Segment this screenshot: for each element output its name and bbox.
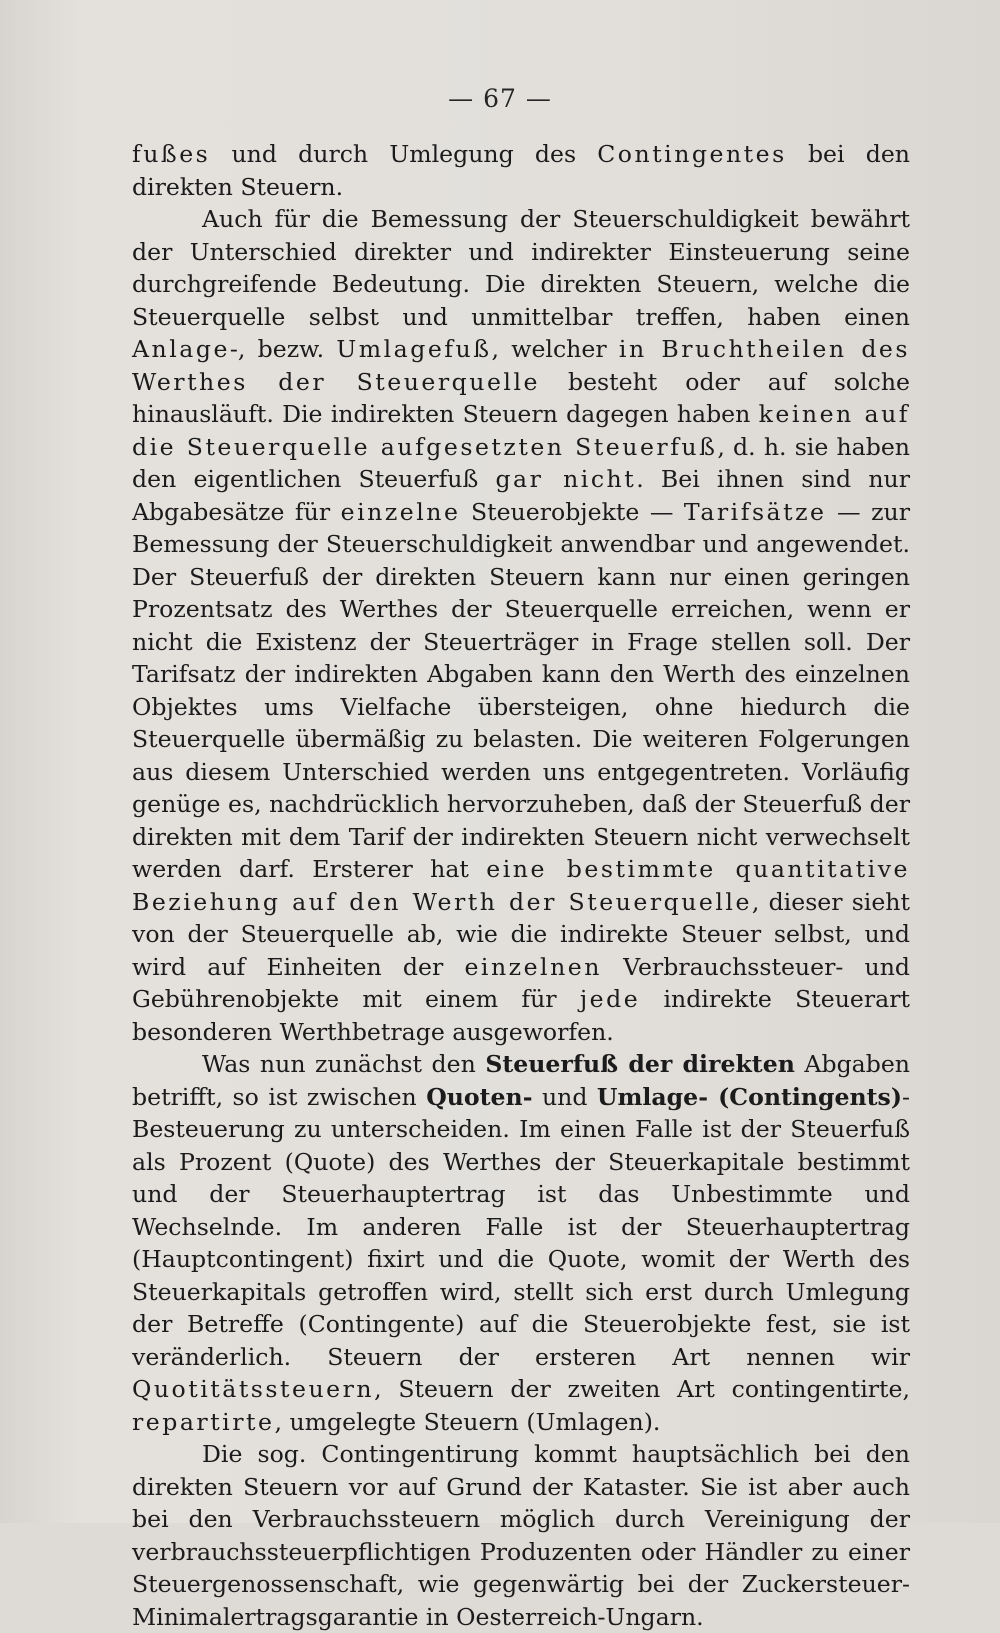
- text-spaced: jede: [579, 985, 641, 1013]
- text-run: — zur Bemessung der Steuerschuldigkeit anwendbar und angewendet. Der Steuerfuß der direkten Steuern kann nur einen geringen Prozentsatz des Werthes der Steuerquelle erreichen, wenn er nicht die Existenz der Steuerträger in Frage stellen soll. Der Tarifsatz der indirekten Abgaben kann den Werth des einzelnen Objektes ums Vielfache übersteigen, ohne hiedurch die Steuerquelle übermäßig zu belasten. Die weiteren Folgerungen aus diesem Unterschied werden uns entgegentreten. Vorläufig genüge es, nachdrücklich hervorzuheben, daß der Steuerfuß der direkten mit dem Tarif der indirekten Steuern nicht verwechselt werden darf. Ersterer hat: [132, 497, 910, 883]
- text-spaced: Tarifsätze: [683, 497, 827, 526]
- text-run: Die sog. Contingentirung kommt hauptsächlich bei den direkten Steuern vor auf Grund der Kataster. Sie ist aber auch bei den Verbrauchssteuern möglich durch Vereinigung der verbrauchssteuerpflichtigen Produzenten oder Händler zu einer Steuergenossenschaft, wie gegenwärtig bei der Zuckersteuer-Minimalertragsgarantie in Oesterreich-Ungarn.: [132, 1440, 910, 1631]
- text-run: , welcher: [491, 335, 619, 363]
- text-spaced: Umlagefuß: [336, 335, 492, 363]
- paragraph-4: [132, 1438, 910, 1633]
- text-spaced: Anlage: [132, 335, 230, 363]
- text-run: und: [532, 1082, 597, 1111]
- text-bold: Quoten-: [426, 1082, 533, 1111]
- body-text: [132, 138, 910, 1633]
- text-spaced: einzelnen: [464, 952, 602, 981]
- page-number: — 67 —: [448, 84, 552, 113]
- text-run: besteht oder auf solche hinausläuft. Die indirekten Steuern dagegen haben: [132, 367, 910, 428]
- text-spaced: Contingentes: [597, 140, 787, 168]
- text-run: Steuerobjekte —: [460, 497, 684, 526]
- text-run: Verbrauchssteuer- und Gebührenobjekte mit einem für: [132, 952, 910, 1013]
- text-run: Was nun zunächst den: [202, 1050, 486, 1078]
- paragraph-3: [132, 1048, 910, 1438]
- text-run: , d. h. sie haben den eigentlichen Steuerfuß: [132, 432, 910, 493]
- text-spaced: Quotitätssteuern: [132, 1375, 375, 1403]
- text-spaced: fußes: [132, 140, 211, 168]
- text-run: , umgelegte Steuern (Umlagen).: [274, 1407, 661, 1436]
- paragraph-1: [132, 138, 910, 203]
- text-run: und durch Umlegung des: [210, 140, 598, 168]
- text-run: -, bezw.: [229, 335, 337, 363]
- text-spaced: in Bruchtheilen des Werthes der Steuerquelle: [132, 335, 910, 396]
- text-spaced: einzelne: [340, 497, 461, 526]
- text-run: Auch für die Bemessung der Steuerschuldigkeit bewährt der Unterschied direkter und indirekter Einsteuerung seine durchgreifende Bedeutung. Die direkten Steuern, welche die Steuerquelle selbst und unmittelbar treffen, haben einen: [132, 205, 910, 331]
- text-run: . Bei ihnen sind nur Abgabesätze für: [132, 465, 910, 526]
- text-run: bei den direkten Steuern.: [132, 140, 911, 201]
- text-spaced: eine bestimmte quantitative Beziehung auf den Werth der Steuerquelle: [132, 855, 911, 916]
- text-spaced: repartirte: [132, 1407, 275, 1436]
- text-run: -Besteuerung zu unterscheiden. Im einen Falle ist der Steuerfuß als Prozent (Quote) des Werthes der Steuerkapitale bestimmt und der Steuerhauptertrag ist das Unbestimmte und Wechselnde. Im anderen Falle ist der Steuerhauptertrag (Hauptcontingent) fixirt und die Quote, womit der Werth des Steuerkapitals getroffen wird, stellt sich erst durch Umlegung der Betreffe (Contingente) auf die Steuerobjekte fest, sie ist veränderlich. Steuern der ersteren Art nennen wir: [132, 1082, 910, 1371]
- text-spaced: keinen auf die Steuerquelle aufgesetzten Steuerfuß: [132, 400, 910, 461]
- text-run: indirekte Steuerart besonderen Werthbetrage ausgeworfen.: [132, 985, 910, 1046]
- text-bold: Umlage- (Contingents): [596, 1082, 902, 1111]
- text-bold: Steuerfuß der direkten: [485, 1050, 795, 1078]
- text-spaced: gar nicht: [495, 465, 637, 493]
- text-run: , Steuern der zweiten Art contingentirte,: [374, 1375, 910, 1403]
- paragraph-2: [132, 203, 910, 1048]
- text-run: , dieser sieht von der Steuerquelle ab, wie die indirekte Steuer selbst, und wird auf Einheiten der: [132, 887, 910, 981]
- text-run: Abgaben betrifft, so ist zwischen: [132, 1050, 910, 1111]
